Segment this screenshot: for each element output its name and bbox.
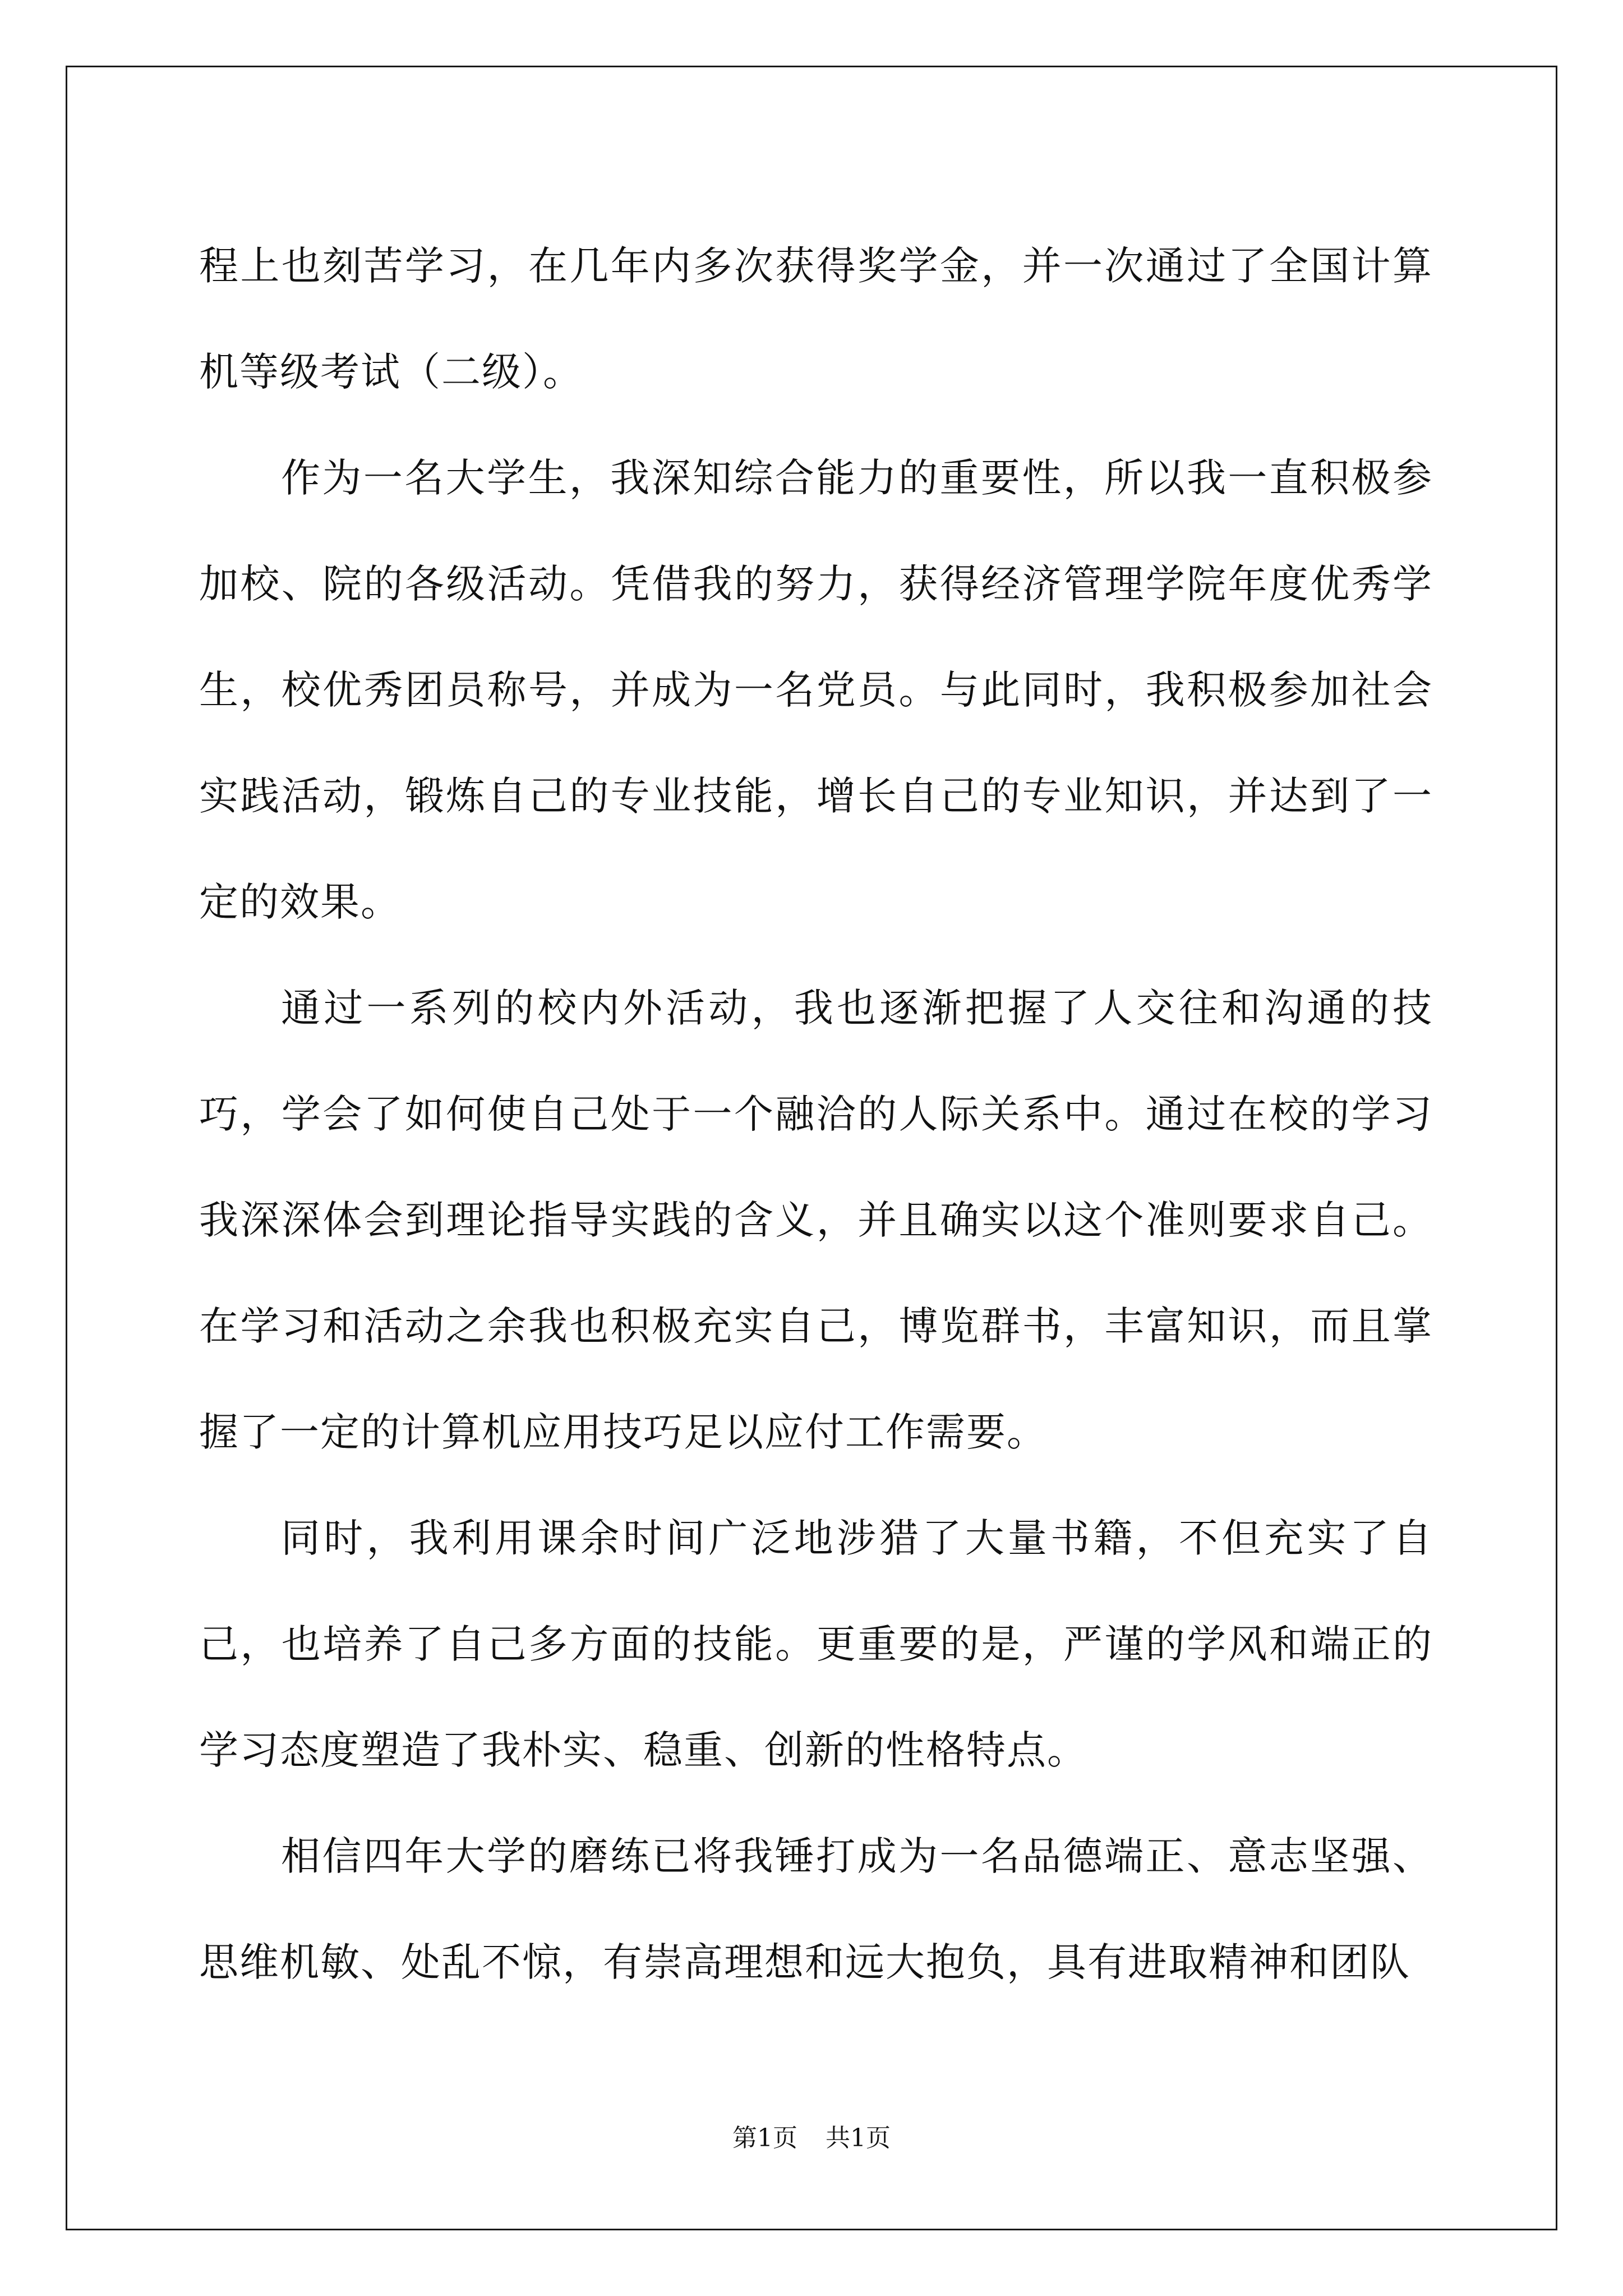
paragraph-1: 程上也刻苦学习，在几年内多次获得奖学金，并一次通过了全国计算机等级考试（二级）。 (199, 243, 1433, 395)
paragraph-5: 相信四年大学的磨练已将我锤打成为一名品德端正、意志坚强、思维机敏、处乱不惊，有崇高理想和远大抱负，具有进取精神和团队 (199, 1833, 1433, 1985)
page-footer (0, 2118, 1623, 2154)
paragraph-4: 同时，我利用课余时间广泛地涉猎了大量书籍，不但充实了自己，也培养了自己多方面的技能。更重要的是，严谨的学风和端正的学习态度塑造了我朴实、稳重、创新的性格特点。 (199, 1515, 1433, 1773)
page-total: 共1页 (826, 2124, 891, 2152)
document-body (199, 213, 1433, 2016)
paragraph-3: 通过一系列的校内外活动，我也逐渐把握了人交往和沟通的技巧，学会了如何使自己处于一个融洽的人际关系中。通过在校的学习我深深体会到理论指导实践的含义，并且确实以这个准则要求自己。在学习和活动之余我也积极充实自己，博览群书，丰富知识，而且掌握了一定的计算机应用技巧足以应付工作需要。 (199, 985, 1433, 1455)
page-number: 第1页 (732, 2124, 797, 2152)
paragraph-2: 作为一名大学生，我深知综合能力的重要性，所以我一直积极参加校、院的各级活动。凭借我的努力，获得经济管理学院年度优秀学生，校优秀团员称号，并成为一名党员。与此同时，我积极参加社会实践活动，锻炼自己的专业技能，增长自己的专业知识，并达到了一定的效果。 (199, 455, 1433, 925)
